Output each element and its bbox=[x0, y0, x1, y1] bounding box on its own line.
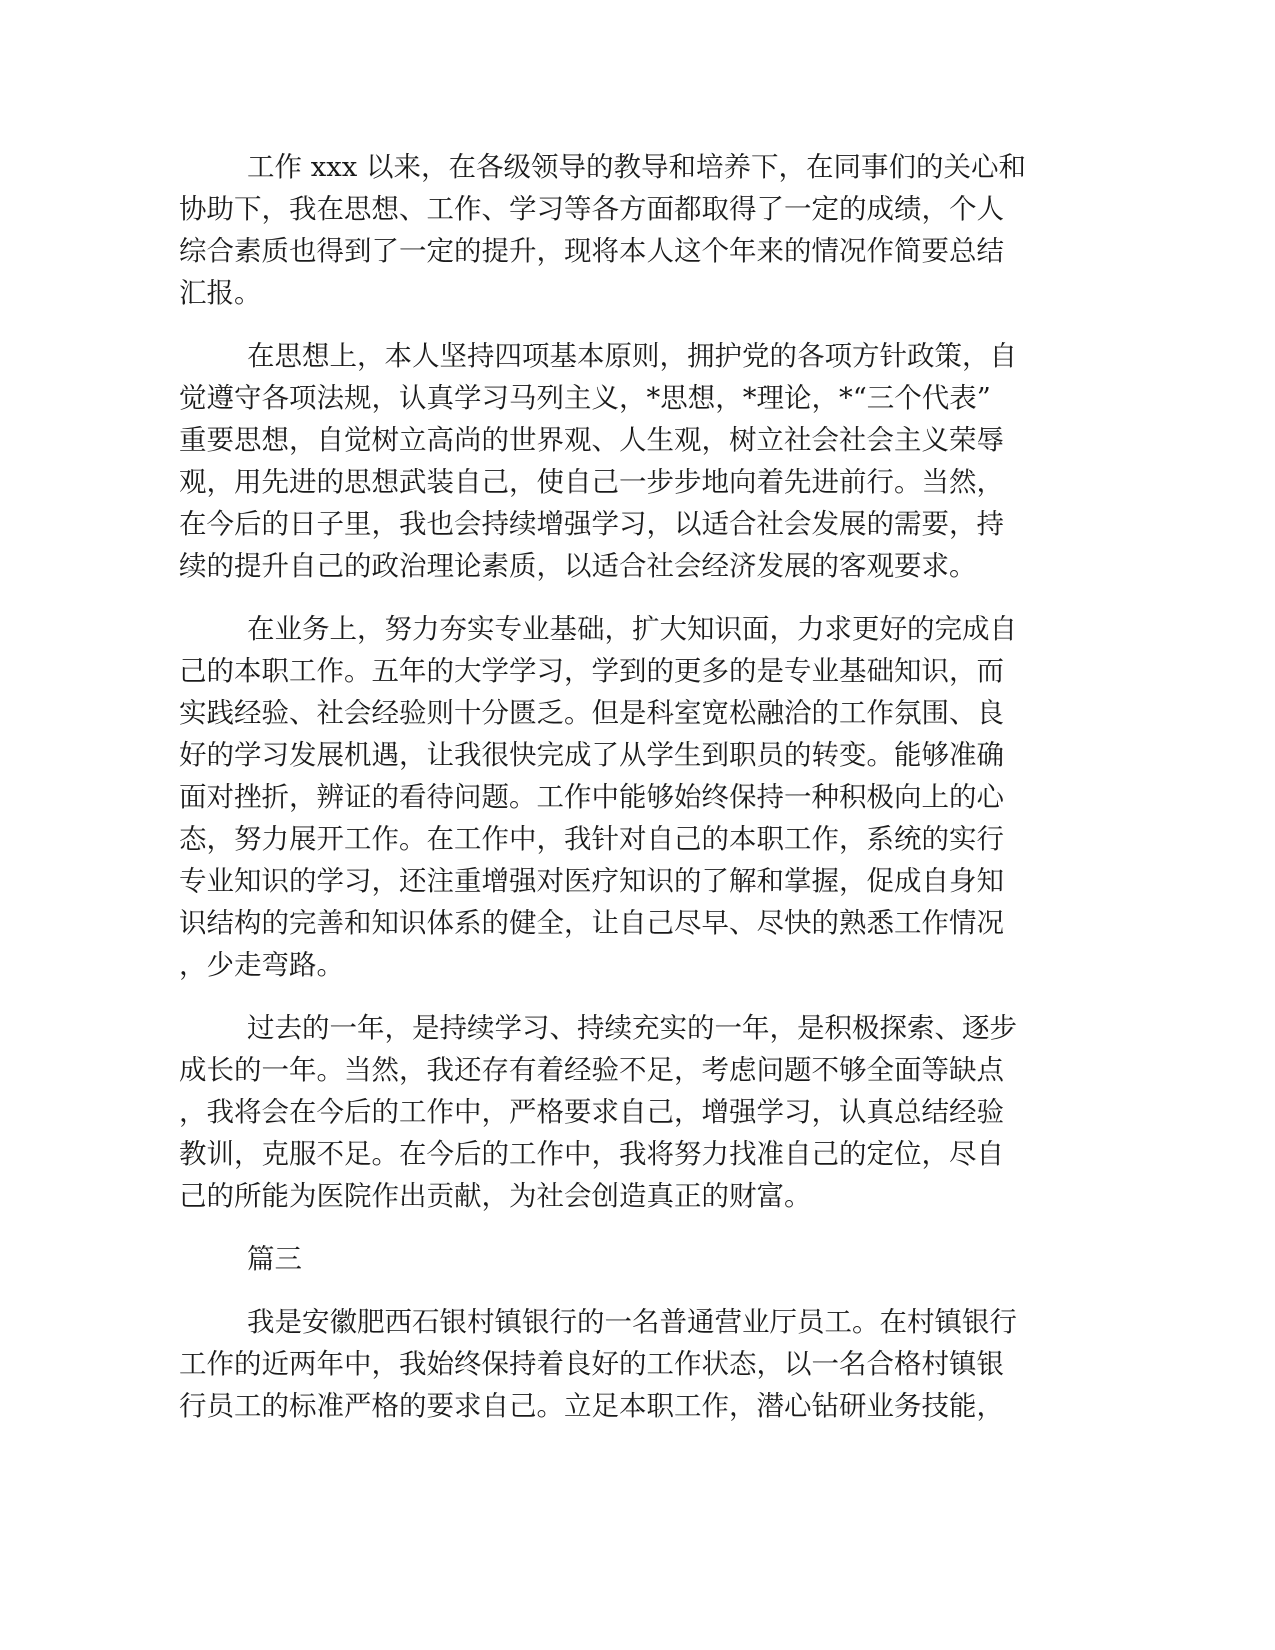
text-line: 面对挫折，辨证的看待问题。工作中能够始终保持一种积极向上的心 bbox=[179, 781, 1004, 813]
text-line: 态，努力展开工作。在工作中，我针对自己的本职工作，系统的实行 bbox=[179, 823, 1004, 855]
text-line: 续的提升自己的政治理论素质，以适合社会经济发展的客观要求。 bbox=[179, 550, 977, 582]
text-line: 工作的近两年中，我始终保持着良好的工作状态，以一名合格村镇银 bbox=[179, 1348, 1004, 1380]
text-line: 重要思想，自觉树立高尚的世界观、人生观，树立社会社会主义荣辱 bbox=[179, 424, 1004, 456]
text-line: 己的所能为医院作出贡献，为社会创造真正的财富。 bbox=[179, 1180, 812, 1212]
document-body bbox=[179, 146, 1091, 1448]
text-line: 行员工的标准严格的要求自己。立足本职工作，潜心钻研业务技能， bbox=[179, 1390, 1004, 1422]
text-line: 综合素质也得到了一定的提升，现将本人这个年来的情况作简要总结 bbox=[179, 235, 1004, 267]
text-line: 在思想上，本人坚持四项基本原则，拥护党的各项方针政策，自 bbox=[247, 340, 1017, 372]
text-line: 教训，克服不足。在今后的工作中，我将努力找准自己的定位，尽自 bbox=[179, 1138, 1004, 1170]
text-line: 觉遵守各项法规，认真学习马列主义，*思想，*理论，*“三个代表” bbox=[179, 382, 991, 414]
section-heading-text: 篇三 bbox=[247, 1243, 302, 1275]
section-heading bbox=[179, 1238, 1091, 1280]
paragraph-business bbox=[179, 608, 1091, 986]
text-line: 协助下，我在思想、工作、学习等各方面都取得了一定的成绩，个人 bbox=[179, 193, 1004, 225]
text-line: 实践经验、社会经验则十分匮乏。但是科室宽松融洽的工作氛围、良 bbox=[179, 697, 1004, 729]
text-line: 工作 xxx 以来，在各级领导的教导和培养下，在同事们的关心和 bbox=[247, 151, 1027, 183]
text-line: 专业知识的学习，还注重增强对医疗知识的了解和掌握，促成自身知 bbox=[179, 865, 1004, 897]
text-line: 己的本职工作。五年的大学学习，学到的更多的是专业基础知识，而 bbox=[179, 655, 1004, 687]
text-line: 在今后的日子里，我也会持续增强学习，以适合社会发展的需要，持 bbox=[179, 508, 1004, 540]
text-line: 成长的一年。当然，我还存有着经验不足，考虑问题不够全面等缺点 bbox=[179, 1054, 1004, 1086]
text-line: 过去的一年，是持续学习、持续充实的一年，是积极探索、逐步 bbox=[247, 1012, 1017, 1044]
text-line: 好的学习发展机遇，让我很快完成了从学生到职员的转变。能够准确 bbox=[179, 739, 1004, 771]
text-line: 在业务上，努力夯实专业基础，扩大知识面，力求更好的完成自 bbox=[247, 613, 1017, 645]
paragraph-ideology bbox=[179, 335, 1091, 587]
paragraph-bank-employee bbox=[179, 1301, 1091, 1427]
text-line: 识结构的完善和知识体系的健全，让自己尽早、尽快的熟悉工作情况 bbox=[179, 907, 1004, 939]
paragraph-work-summary bbox=[179, 146, 1091, 314]
text-line: 我是安徽肥西石银村镇银行的一名普通营业厅员工。在村镇银行 bbox=[247, 1306, 1017, 1338]
text-line: ，少走弯路。 bbox=[179, 949, 344, 981]
text-line: 观，用先进的思想武装自己，使自己一步步地向着先进前行。当然， bbox=[179, 466, 1004, 498]
text-line: ，我将会在今后的工作中，严格要求自己，增强学习，认真总结经验 bbox=[179, 1096, 1004, 1128]
text-line: 汇报。 bbox=[179, 277, 262, 309]
paragraph-past-year bbox=[179, 1007, 1091, 1217]
